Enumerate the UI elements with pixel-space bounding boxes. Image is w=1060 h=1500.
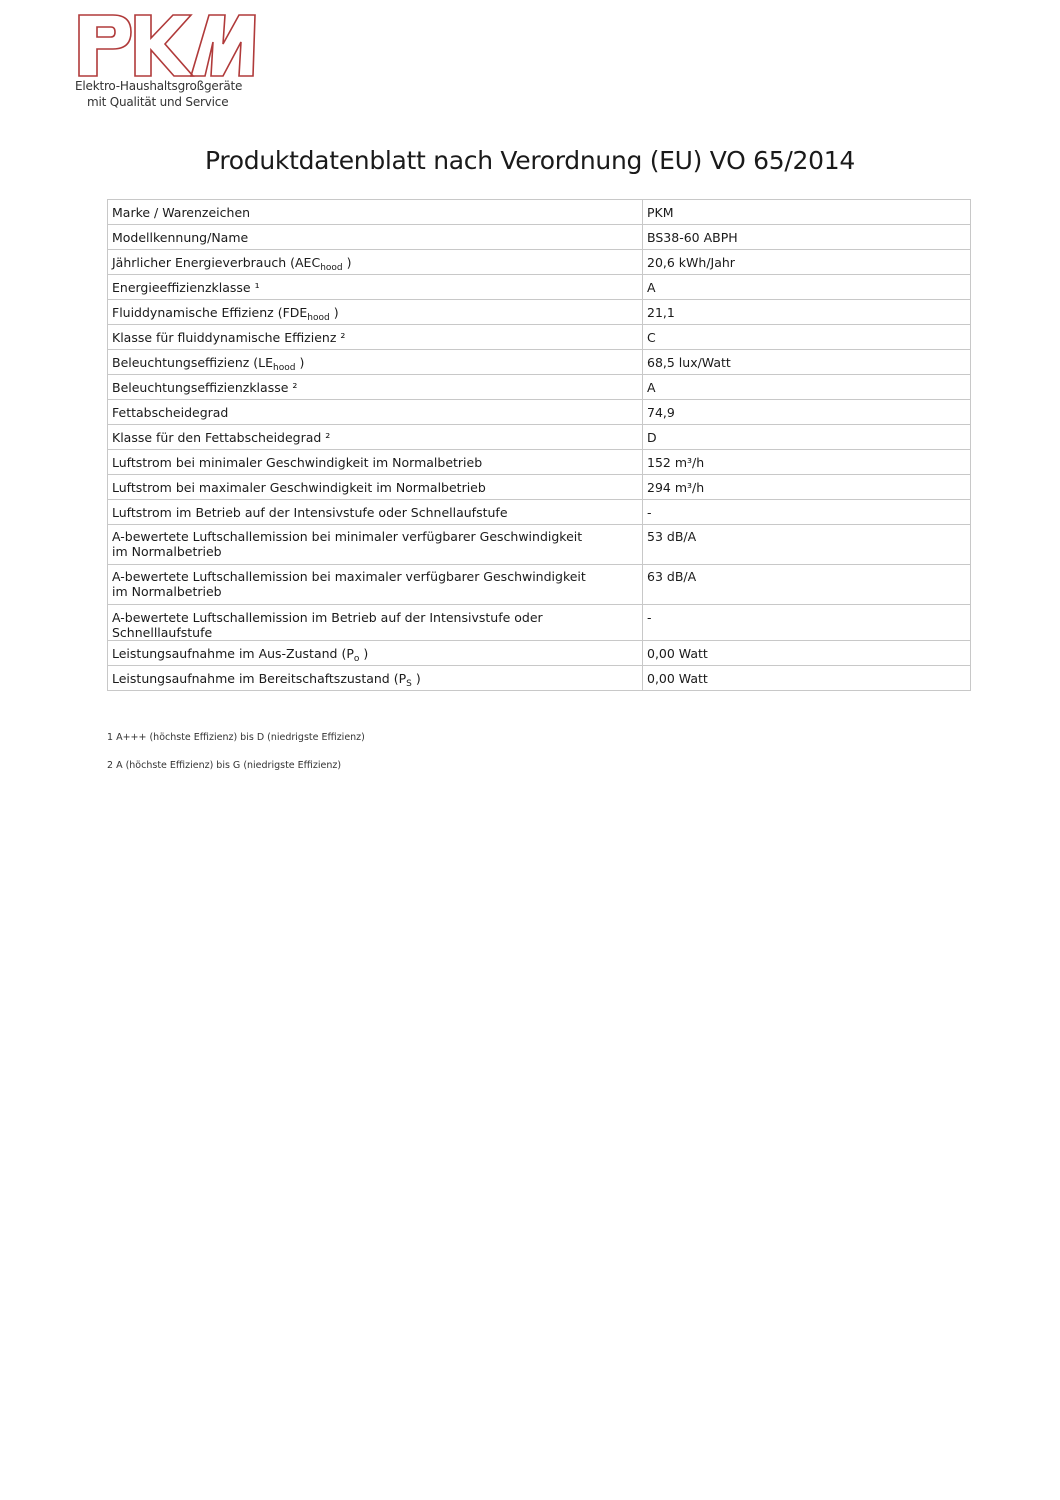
- row-label: [108, 225, 643, 250]
- row-label-subscript: hood: [273, 363, 296, 373]
- row-label-text: Luftstrom im Betrieb auf der Intensivstufe oder Schnellaufstufe: [112, 505, 508, 520]
- table-row: [108, 350, 971, 375]
- row-value: 294 m³/h: [643, 475, 971, 500]
- row-label-text: Klasse für den Fettabscheidegrad ²: [112, 430, 331, 445]
- row-label-text: Luftstrom bei maximaler Geschwindigkeit im Normalbetrieb: [112, 480, 486, 495]
- row-label-suffix: ): [359, 646, 369, 661]
- row-label-text: A-bewertete Luftschallemission im Betrieb auf der Intensivstufe oder Schnelllaufstufe: [112, 610, 543, 640]
- row-label: [108, 400, 643, 425]
- row-label-subscript: hood: [320, 263, 343, 273]
- row-label-text: Leistungsaufnahme im Bereitschaftszustand (P: [112, 671, 407, 686]
- row-label: [108, 450, 643, 475]
- row-label-text: Energieeffizienzklasse ¹: [112, 280, 260, 295]
- row-value: 74,9: [643, 400, 971, 425]
- row-label-text: Beleuchtungseffizienzklasse ²: [112, 380, 298, 395]
- row-label: [108, 275, 643, 300]
- row-label-subscript: o: [353, 654, 360, 664]
- table-row: [108, 641, 971, 666]
- row-label-line2: im Normalbetrieb: [112, 584, 222, 599]
- row-label-subscript: S: [406, 679, 412, 689]
- table-row: [108, 200, 971, 225]
- row-value: A: [643, 375, 971, 400]
- row-label-text: A-bewertete Luftschallemission bei minimaler verfügbarer Geschwindigkeit: [112, 529, 583, 544]
- row-label-text: A-bewertete Luftschallemission bei maximaler verfügbarer Geschwindigkeit: [112, 569, 586, 584]
- row-label-subscript: hood: [307, 313, 330, 323]
- row-value: 53 dB/A: [643, 525, 971, 565]
- table-row: [108, 375, 971, 400]
- table-row: [108, 325, 971, 350]
- product-data-table: [107, 199, 971, 691]
- row-value: -: [643, 500, 971, 525]
- row-label: [108, 350, 643, 375]
- row-label: [108, 200, 643, 225]
- table-row: [108, 250, 971, 275]
- row-label: [108, 565, 643, 605]
- table-row: [108, 400, 971, 425]
- row-label-suffix: ): [295, 355, 305, 370]
- row-label: [108, 500, 643, 525]
- row-label: [108, 641, 643, 666]
- footnote-2: 2 A (höchste Effizienz) bis G (niedrigste Effizienz): [107, 760, 342, 771]
- row-label-text: Fluiddynamische Effizienz (FDE: [112, 305, 308, 320]
- row-value: 63 dB/A: [643, 565, 971, 605]
- logo-tagline-2: mit Qualität und Service: [87, 95, 229, 109]
- row-value: 0,00 Watt: [643, 641, 971, 666]
- row-label-text: Marke / Warenzeichen: [112, 205, 251, 220]
- row-label: [108, 250, 643, 275]
- row-value: D: [643, 425, 971, 450]
- table-row: [108, 475, 971, 500]
- table-row: [108, 666, 971, 691]
- row-label-text: Leistungsaufnahme im Aus-Zustand (P: [112, 646, 354, 661]
- page-title: Produktdatenblatt nach Verordnung (EU) VO 65/2014: [205, 146, 855, 175]
- row-label: [108, 525, 643, 565]
- row-label: [108, 375, 643, 400]
- row-value: 68,5 lux/Watt: [643, 350, 971, 375]
- pkm-logo-mark: [73, 12, 257, 78]
- row-value: A: [643, 275, 971, 300]
- pkm-logo: [73, 12, 273, 112]
- row-label-text: Klasse für fluiddynamische Effizienz ²: [112, 330, 346, 345]
- logo-tagline-1: Elektro-Haushaltsgroßgeräte: [75, 79, 243, 93]
- row-label: [108, 300, 643, 325]
- table-row: [108, 500, 971, 525]
- row-value: -: [643, 605, 971, 641]
- row-value: BS38-60 ABPH: [643, 225, 971, 250]
- row-label-text: Fettabscheidegrad: [112, 405, 229, 420]
- row-label-text: Jährlicher Energieverbrauch (AEC: [112, 255, 321, 270]
- table-row: [108, 605, 971, 641]
- row-label: [108, 475, 643, 500]
- row-value: PKM: [643, 200, 971, 225]
- row-label: [108, 325, 643, 350]
- row-value: 20,6 kWh/Jahr: [643, 250, 971, 275]
- row-label-text: Luftstrom bei minimaler Geschwindigkeit im Normalbetrieb: [112, 455, 483, 470]
- table-row: [108, 425, 971, 450]
- row-label: [108, 605, 643, 641]
- table-row: [108, 225, 971, 250]
- row-label: [108, 666, 643, 691]
- row-label-line2: im Normalbetrieb: [112, 544, 222, 559]
- row-label-text: Beleuchtungseffizienz (LE: [112, 355, 274, 370]
- row-label-suffix: ): [411, 671, 421, 686]
- table-row: [108, 565, 971, 605]
- row-value: C: [643, 325, 971, 350]
- table-row: [108, 525, 971, 565]
- row-label: [108, 425, 643, 450]
- row-value: 0,00 Watt: [643, 666, 971, 691]
- row-value: 152 m³/h: [643, 450, 971, 475]
- row-label-suffix: ): [329, 305, 339, 320]
- row-value: 21,1: [643, 300, 971, 325]
- row-label-text: Modellkennung/Name: [112, 230, 249, 245]
- row-label-suffix: ): [342, 255, 352, 270]
- table-row: [108, 300, 971, 325]
- table-row: [108, 275, 971, 300]
- footnote-1: 1 A+++ (höchste Effizienz) bis D (niedrigste Effizienz): [107, 732, 365, 743]
- table-row: [108, 450, 971, 475]
